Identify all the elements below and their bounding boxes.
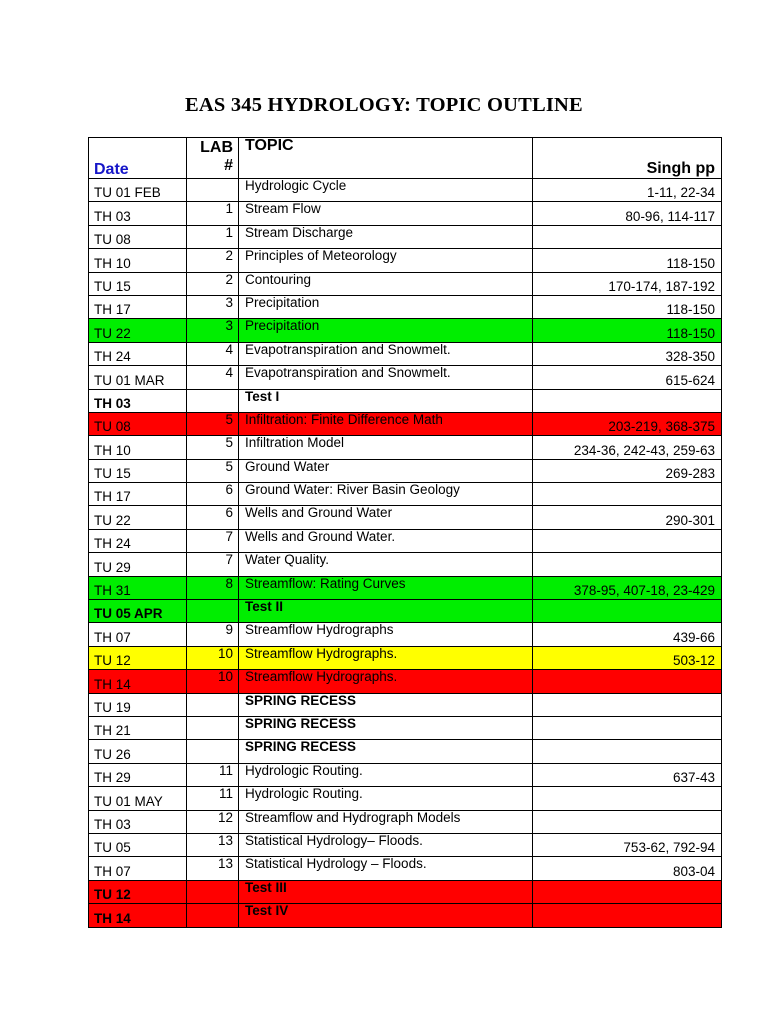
pages-cell <box>533 810 722 833</box>
lab-cell: 6 <box>187 506 239 529</box>
date-cell: TH 24 <box>89 529 187 552</box>
lab-cell: 5 <box>187 459 239 482</box>
table-row <box>89 342 722 365</box>
table-row <box>89 249 722 272</box>
topic-cell: SPRING RECESS <box>239 693 533 716</box>
pages-cell <box>533 787 722 810</box>
table-row <box>89 646 722 669</box>
topic-cell: SPRING RECESS <box>239 740 533 763</box>
topic-cell: Stream Flow <box>239 202 533 225</box>
date-cell: TU 01 MAY <box>89 787 187 810</box>
pages-cell <box>533 225 722 248</box>
topic-cell: Hydrologic Routing. <box>239 787 533 810</box>
topic-cell: Streamflow: Rating Curves <box>239 576 533 599</box>
table-row <box>89 716 722 739</box>
header-topic: TOPIC <box>239 138 533 179</box>
table-row <box>89 225 722 248</box>
table-row <box>89 857 722 880</box>
topic-cell: SPRING RECESS <box>239 716 533 739</box>
topic-cell: Ground Water <box>239 459 533 482</box>
table-row <box>89 740 722 763</box>
date-cell: TU 05 APR <box>89 600 187 623</box>
date-cell: TH 07 <box>89 623 187 646</box>
header-date: Date <box>89 138 187 179</box>
lab-cell: 7 <box>187 553 239 576</box>
pages-cell: 439-66 <box>533 623 722 646</box>
topic-cell: Infiltration Model <box>239 436 533 459</box>
table-row <box>89 880 722 903</box>
date-cell: TU 12 <box>89 646 187 669</box>
topic-cell: Hydrologic Cycle <box>239 179 533 202</box>
lab-cell: 3 <box>187 319 239 342</box>
topic-cell: Test IV <box>239 904 533 927</box>
lab-cell: 11 <box>187 787 239 810</box>
pages-cell <box>533 529 722 552</box>
lab-cell: 5 <box>187 412 239 435</box>
lab-cell: 4 <box>187 342 239 365</box>
lab-cell <box>187 904 239 927</box>
table-row <box>89 623 722 646</box>
date-cell: TH 03 <box>89 810 187 833</box>
table-row <box>89 529 722 552</box>
table-row <box>89 833 722 856</box>
pages-cell <box>533 716 722 739</box>
topic-cell: Evapotranspiration and Snowmelt. <box>239 366 533 389</box>
table-row <box>89 295 722 318</box>
lab-cell: 2 <box>187 249 239 272</box>
date-cell: TU 15 <box>89 272 187 295</box>
lab-cell <box>187 880 239 903</box>
lab-cell: 8 <box>187 576 239 599</box>
topic-cell: Principles of Meteorology <box>239 249 533 272</box>
date-cell: TH 10 <box>89 436 187 459</box>
lab-cell: 13 <box>187 857 239 880</box>
lab-cell: 12 <box>187 810 239 833</box>
lab-cell: 9 <box>187 623 239 646</box>
date-cell: TU 08 <box>89 412 187 435</box>
topic-cell: Precipitation <box>239 319 533 342</box>
topic-cell: Water Quality. <box>239 553 533 576</box>
date-cell: TU 22 <box>89 506 187 529</box>
pages-cell: 234-36, 242-43, 259-63 <box>533 436 722 459</box>
pages-cell: 269-283 <box>533 459 722 482</box>
date-cell: TH 07 <box>89 857 187 880</box>
table-row <box>89 670 722 693</box>
date-cell: TU 08 <box>89 225 187 248</box>
date-cell: TH 03 <box>89 202 187 225</box>
pages-cell <box>533 670 722 693</box>
table-row <box>89 506 722 529</box>
topic-cell: Streamflow Hydrographs <box>239 623 533 646</box>
lab-cell: 10 <box>187 670 239 693</box>
lab-cell <box>187 389 239 412</box>
date-cell: TU 01 FEB <box>89 179 187 202</box>
lab-cell <box>187 600 239 623</box>
pages-cell: 118-150 <box>533 249 722 272</box>
lab-cell: 4 <box>187 366 239 389</box>
header-pages: Singh pp <box>533 138 722 179</box>
header-lab-line2: # <box>224 157 233 174</box>
date-cell: TH 17 <box>89 295 187 318</box>
pages-cell: 203-219, 368-375 <box>533 412 722 435</box>
lab-cell: 1 <box>187 202 239 225</box>
table-row <box>89 904 722 927</box>
date-cell: TU 05 <box>89 833 187 856</box>
lab-cell <box>187 693 239 716</box>
schedule-table <box>88 137 722 928</box>
table-header-row <box>89 138 722 179</box>
date-cell: TH 29 <box>89 763 187 786</box>
pages-cell: 1-11, 22-34 <box>533 179 722 202</box>
topic-cell: Stream Discharge <box>239 225 533 248</box>
pages-cell: 118-150 <box>533 319 722 342</box>
pages-cell <box>533 483 722 506</box>
date-cell: TU 26 <box>89 740 187 763</box>
date-cell: TH 14 <box>89 670 187 693</box>
date-cell: TU 19 <box>89 693 187 716</box>
topic-cell: Ground Water: River Basin Geology <box>239 483 533 506</box>
lab-cell <box>187 179 239 202</box>
topic-cell: Streamflow Hydrographs. <box>239 646 533 669</box>
topic-cell: Contouring <box>239 272 533 295</box>
table-row <box>89 810 722 833</box>
date-cell: TH 24 <box>89 342 187 365</box>
lab-cell: 7 <box>187 529 239 552</box>
pages-cell <box>533 740 722 763</box>
pages-cell: 118-150 <box>533 295 722 318</box>
table-row <box>89 202 722 225</box>
pages-cell: 290-301 <box>533 506 722 529</box>
lab-cell: 3 <box>187 295 239 318</box>
table-row <box>89 693 722 716</box>
topic-cell: Wells and Ground Water. <box>239 529 533 552</box>
pages-cell: 753-62, 792-94 <box>533 833 722 856</box>
table-row <box>89 459 722 482</box>
lab-cell: 13 <box>187 833 239 856</box>
topic-cell: Precipitation <box>239 295 533 318</box>
lab-cell: 5 <box>187 436 239 459</box>
pages-cell <box>533 693 722 716</box>
header-lab-line1: LAB <box>200 139 233 156</box>
topic-cell: Wells and Ground Water <box>239 506 533 529</box>
pages-cell <box>533 553 722 576</box>
date-cell: TH 03 <box>89 389 187 412</box>
pages-cell: 615-624 <box>533 366 722 389</box>
table-row <box>89 272 722 295</box>
table-row <box>89 763 722 786</box>
table-row <box>89 483 722 506</box>
date-cell: TH 17 <box>89 483 187 506</box>
header-lab <box>187 138 239 179</box>
pages-cell: 328-350 <box>533 342 722 365</box>
topic-cell: Statistical Hydrology – Floods. <box>239 857 533 880</box>
topic-cell: Infiltration: Finite Difference Math <box>239 412 533 435</box>
topic-cell: Evapotranspiration and Snowmelt. <box>239 342 533 365</box>
topic-cell: Test I <box>239 389 533 412</box>
table-row <box>89 179 722 202</box>
table-row <box>89 319 722 342</box>
lab-cell: 10 <box>187 646 239 669</box>
topic-cell: Hydrologic Routing. <box>239 763 533 786</box>
date-cell: TU 12 <box>89 880 187 903</box>
pages-cell: 80-96, 114-117 <box>533 202 722 225</box>
date-cell: TU 15 <box>89 459 187 482</box>
table-row <box>89 366 722 389</box>
date-cell: TH 14 <box>89 904 187 927</box>
pages-cell: 378-95, 407-18, 23-429 <box>533 576 722 599</box>
date-cell: TU 22 <box>89 319 187 342</box>
topic-cell: Test III <box>239 880 533 903</box>
table-row <box>89 412 722 435</box>
lab-cell: 1 <box>187 225 239 248</box>
pages-cell <box>533 600 722 623</box>
pages-cell <box>533 389 722 412</box>
table-row <box>89 436 722 459</box>
page-title: EAS 345 HYDROLOGY: TOPIC OUTLINE <box>185 94 583 116</box>
topic-cell: Test II <box>239 600 533 623</box>
lab-cell <box>187 716 239 739</box>
lab-cell: 6 <box>187 483 239 506</box>
date-cell: TH 31 <box>89 576 187 599</box>
lab-cell <box>187 740 239 763</box>
topic-cell: Streamflow and Hydrograph Models <box>239 810 533 833</box>
table-row <box>89 600 722 623</box>
lab-cell: 11 <box>187 763 239 786</box>
date-cell: TU 29 <box>89 553 187 576</box>
table-row <box>89 576 722 599</box>
schedule-table-body <box>89 138 722 928</box>
pages-cell <box>533 880 722 903</box>
pages-cell <box>533 904 722 927</box>
table-row <box>89 553 722 576</box>
table-row <box>89 389 722 412</box>
date-cell: TH 21 <box>89 716 187 739</box>
table-row <box>89 787 722 810</box>
date-cell: TU 01 MAR <box>89 366 187 389</box>
pages-cell: 803-04 <box>533 857 722 880</box>
pages-cell: 170-174, 187-192 <box>533 272 722 295</box>
lab-cell: 2 <box>187 272 239 295</box>
topic-cell: Statistical Hydrology– Floods. <box>239 833 533 856</box>
topic-cell: Streamflow Hydrographs. <box>239 670 533 693</box>
date-cell: TH 10 <box>89 249 187 272</box>
pages-cell: 503-12 <box>533 646 722 669</box>
pages-cell: 637-43 <box>533 763 722 786</box>
